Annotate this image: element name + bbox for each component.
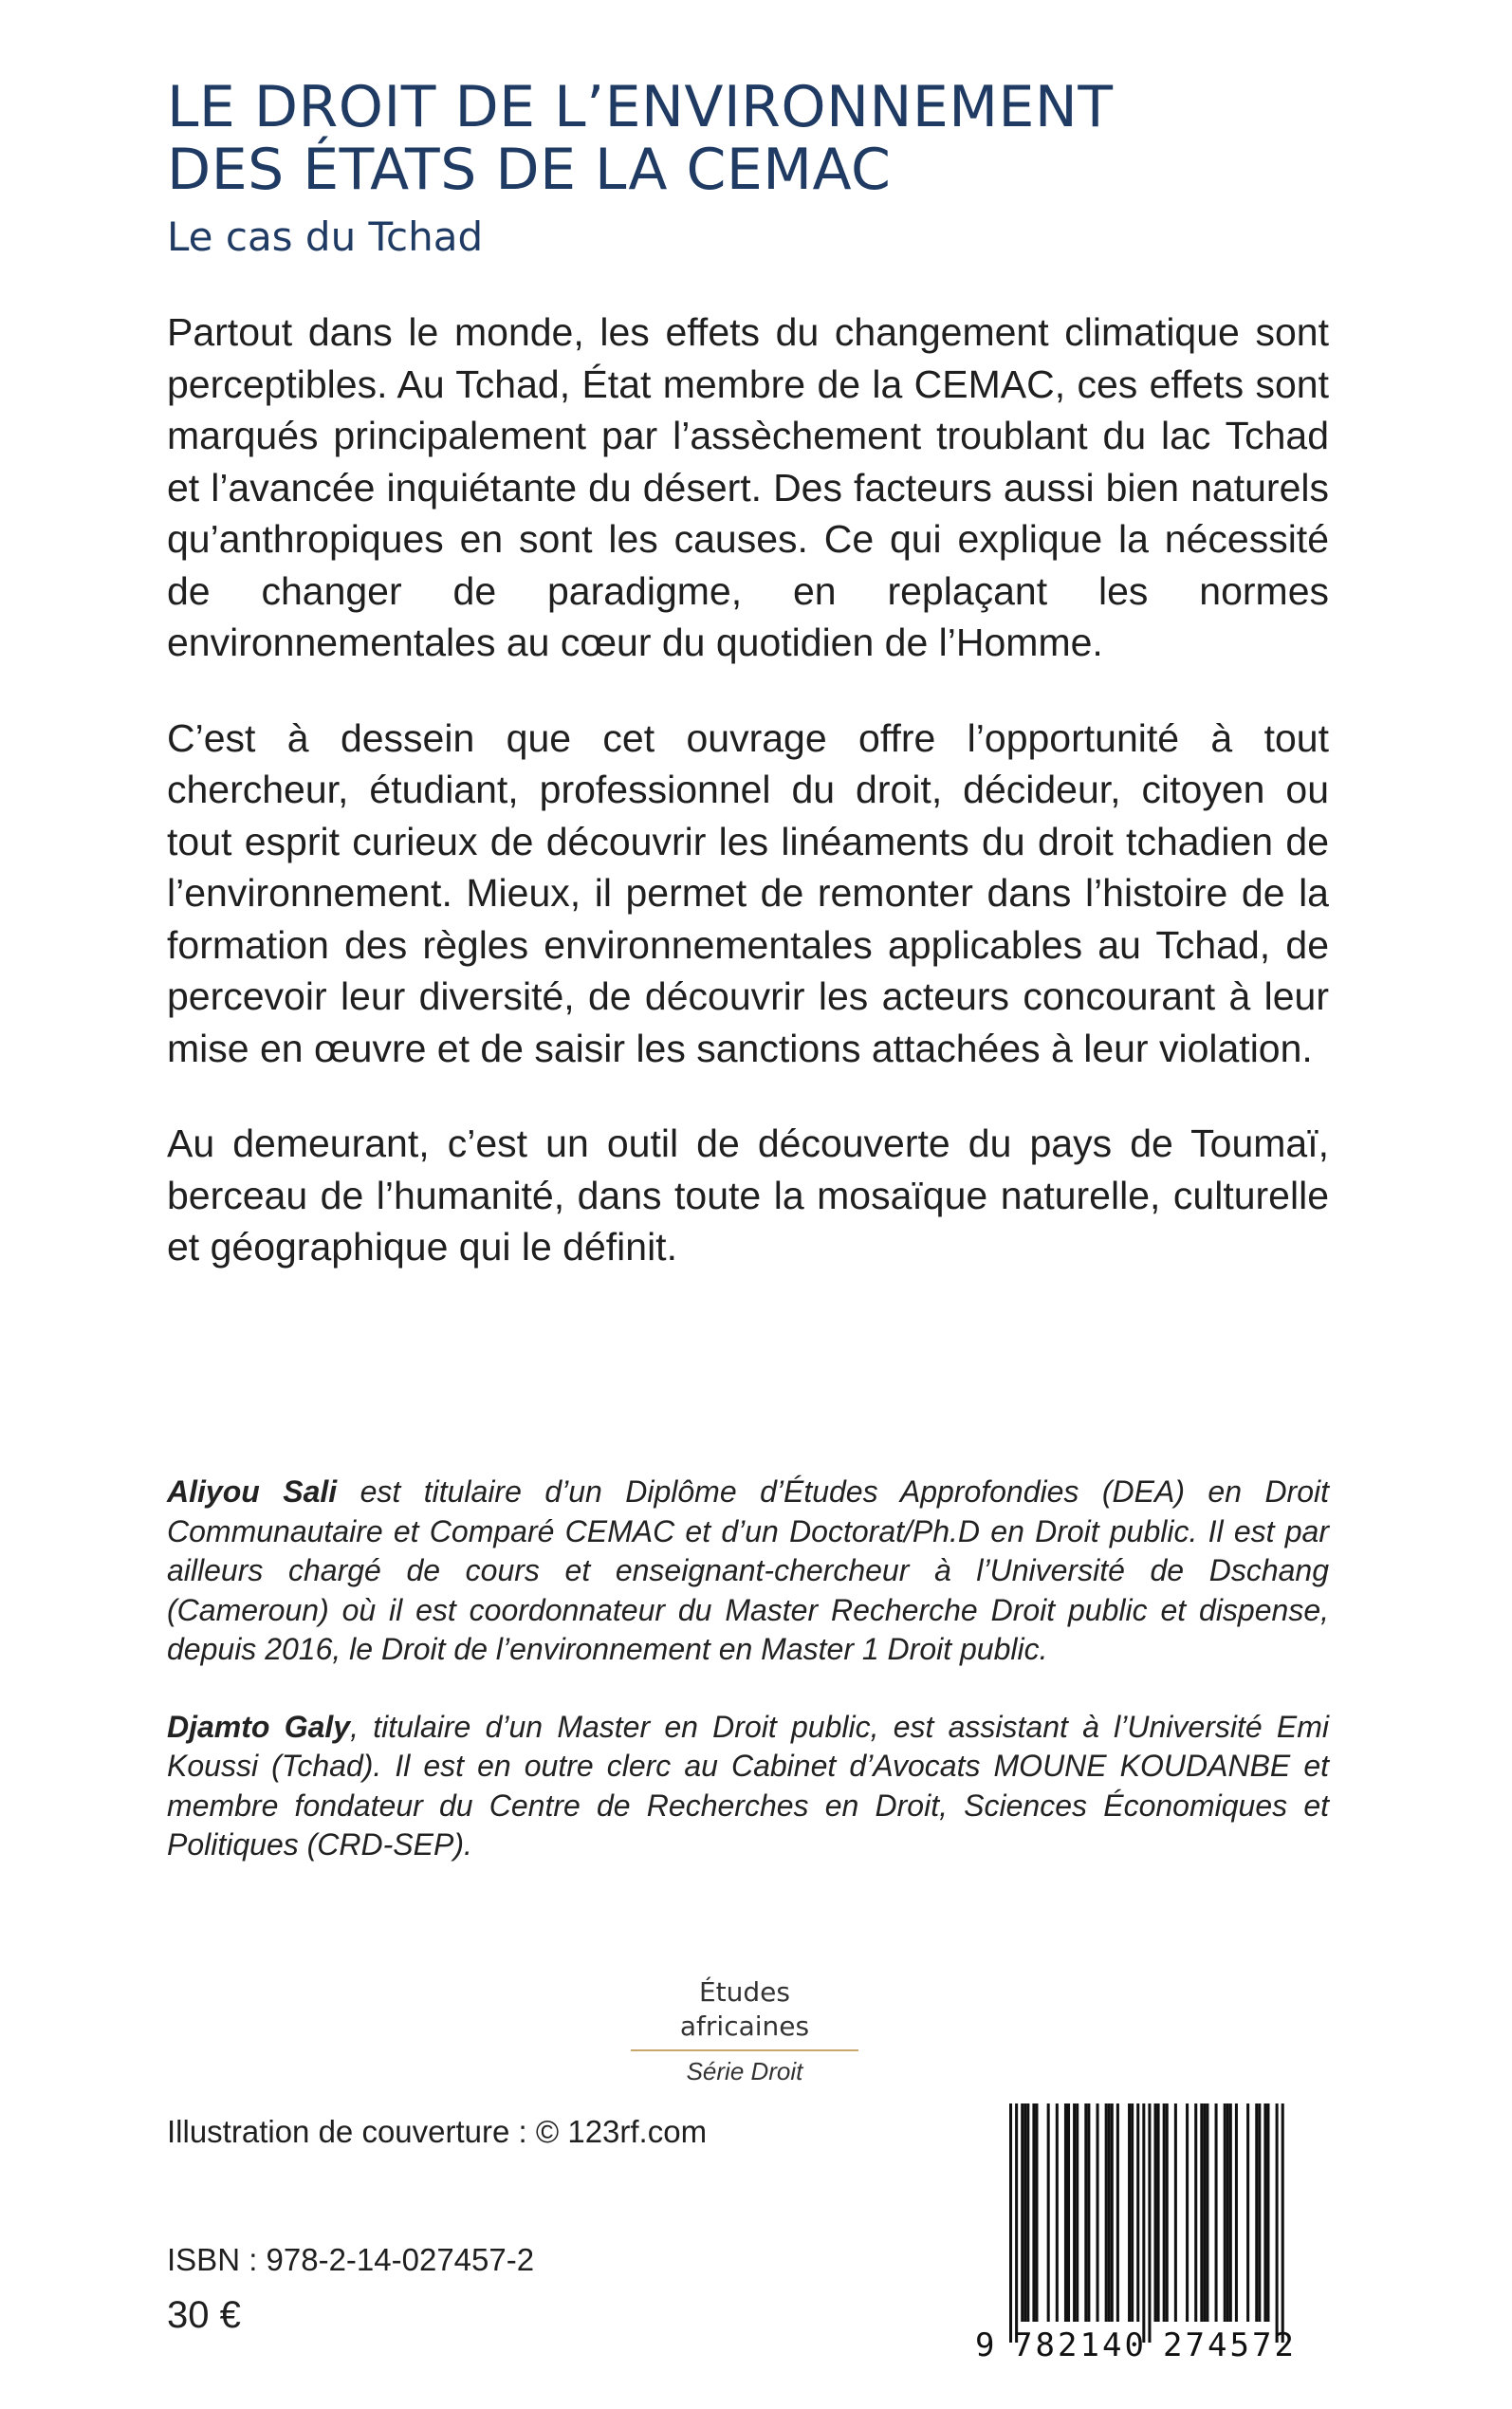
barcode-bar (1163, 2103, 1166, 2322)
blurb-paragraph-1: Partout dans le monde, les effets du changement climatique sont perceptibles. Au Tchad, État membre de la CEMAC, ces effets sont marqués principalement par l’assèchement troublant du lac Tchad et l’avancée inquiétante du désert. Des facteurs aussi bien naturels qu’anthropiques en sont les causes. Ce qui explique la nécessité de changer de paradigme, en replaçant les normes environnementales au cœur du quotidien de l’Homme. (167, 310, 1329, 664)
barcode-bar (1148, 2103, 1151, 2343)
barcode-bar (1142, 2103, 1145, 2343)
book-subtitle: Le cas du Tchad (167, 213, 484, 260)
barcode-bar (1263, 2103, 1266, 2322)
barcode-bar (1194, 2103, 1197, 2322)
barcode-bar (1206, 2103, 1208, 2322)
barcode-bar (1226, 2103, 1229, 2322)
blurb-paragraph-3: Au demeurant, c’est un outil de découverte du pays de Toumaï, berceau de l’humanité, dans toute la mosaïque naturelle, culturelle et géographique qui le définit. (167, 1121, 1329, 1269)
barcode-bar (1076, 2103, 1079, 2322)
barcode-bar (1246, 2103, 1249, 2322)
isbn: ISBN : 978-2-14-027457-2 (167, 2242, 535, 2277)
barcode-bar (1200, 2103, 1203, 2322)
barcode-first-digit: 9 (975, 2326, 995, 2364)
author-2-bio-text: , titulaire d’un Master en Droit public, est assistant à l’Université Emi Koussi (Tchad). Il est en outre clerc au Cabinet d’Avocats MOUNE KOUDANBE et membre fondateur du Centre de Recherches en Droit, Sciences Économiques et Politiques (CRD-SEP). (167, 1709, 1329, 1862)
book-title-line-2: DES ÉTATS DE LA CEMAC (167, 137, 892, 203)
barcode-bar (1023, 2103, 1026, 2322)
barcode-bar (1224, 2103, 1226, 2322)
barcode-bar (1229, 2103, 1232, 2322)
barcode-bar (1015, 2103, 1018, 2343)
barcode-bar (1116, 2103, 1119, 2322)
barcode-bar (1026, 2103, 1029, 2322)
author-bio-2 (167, 1708, 1329, 1865)
barcode-bar (1157, 2103, 1160, 2322)
barcode-bar (1021, 2103, 1023, 2322)
barcode-bar (1067, 2103, 1070, 2322)
author-bio-1 (167, 1473, 1329, 1670)
barcode-bars (1009, 2103, 1284, 2343)
barcode-bar (1235, 2103, 1238, 2322)
cover-illustration-credit: Illustration de couverture : © 123rf.com (167, 2114, 708, 2149)
barcode-bar (1136, 2103, 1139, 2322)
barcode-bar (1108, 2103, 1111, 2322)
barcode-bar (1087, 2103, 1090, 2322)
barcode-bar (1064, 2103, 1067, 2322)
barcode-bar (1073, 2103, 1076, 2322)
barcode-bar (1282, 2103, 1284, 2343)
title-block (167, 76, 1343, 264)
barcode-bar (1032, 2103, 1035, 2322)
barcode-left-digits: 782140 (1013, 2326, 1144, 2364)
barcode-bar (1255, 2103, 1258, 2322)
blurb (167, 306, 1329, 1317)
barcode-bar (1203, 2103, 1206, 2322)
barcode-bar (1111, 2103, 1114, 2322)
author-2-name: Djamto Galy (167, 1709, 351, 1744)
barcode-right-digits: 274572 (1163, 2326, 1294, 2364)
barcode-bar (1131, 2103, 1134, 2322)
barcode-bar (1097, 2103, 1099, 2322)
barcode-bar (1174, 2103, 1177, 2322)
book-title-line-1: LE DROIT DE L’ENVIRONNEMENT (167, 74, 1114, 140)
barcode-bar (1056, 2103, 1059, 2322)
barcode-bar (1215, 2103, 1218, 2322)
blurb-paragraph-2: C’est à dessein que cet ouvrage offre l’opportunité à tout chercheur, étudiant, professionnel du droit, décideur, citoyen ou tout esprit curieux de découvrir les linéaments du droit tchadien de l’environnement. Mieux, il permet de remonter dans l’histoire de la formation des règles environnementales applicables au Tchad, de percevoir leur diversité, de découvrir les acteurs concourant à leur mise en œuvre et de saisir les sanctions attachées à leur violation. (167, 715, 1329, 1070)
barcode-bar (1009, 2103, 1012, 2343)
price: 30 € (167, 2294, 241, 2336)
author-1-bio-text: est titulaire d’un Diplôme d’Études Approfondies (DEA) en Droit Communautaire et Comparé CEMAC et d’un Doctorat/Ph.D en Droit public. Il est par ailleurs chargé de cours et enseignant-chercheur à l’Université de Dschang (Cameroun) où il est coordonnateur du Master Recherche Droit public et dispense, depuis 2016, le Droit de l’environnement en Master 1 Droit public. (167, 1474, 1330, 1666)
barcode-bar (1035, 2103, 1038, 2322)
barcode-bar (1128, 2103, 1131, 2322)
author-1-name: Aliyou Sali (167, 1474, 338, 1509)
author-bios (167, 1473, 1329, 1903)
collection-logo (626, 1975, 863, 2089)
barcode-bar (1186, 2103, 1189, 2322)
barcode-bar (1276, 2103, 1279, 2343)
collection-series: Série Droit (686, 2057, 803, 2085)
collection-name: Études africaines (631, 1975, 858, 2051)
barcode (968, 2100, 1320, 2367)
barcode-bar (1047, 2103, 1050, 2322)
barcode-bar (1266, 2103, 1269, 2322)
barcode-bar (1258, 2103, 1261, 2322)
barcode-bar (1105, 2103, 1108, 2322)
barcode-bar (1166, 2103, 1169, 2322)
barcode-bar (1154, 2103, 1157, 2322)
barcode-bar (1084, 2103, 1087, 2322)
